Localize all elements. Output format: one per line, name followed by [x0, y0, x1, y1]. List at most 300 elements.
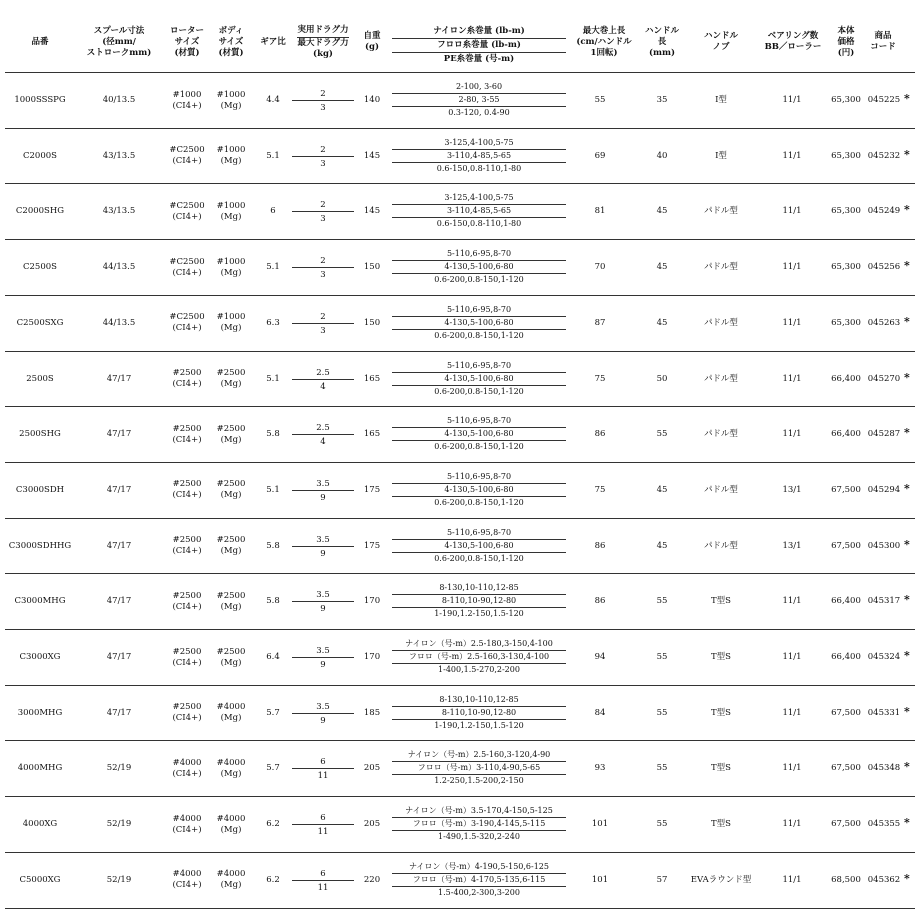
cell-line-capacity: [392, 853, 566, 908]
row-separator: [5, 908, 915, 909]
cell-weight: 205: [363, 819, 381, 830]
cell-code: 045362: [867, 874, 901, 885]
drag-divider: [292, 323, 354, 324]
cell-rotor: #C2500 (CI4+): [169, 200, 205, 222]
cell-handle-length: 45: [656, 262, 668, 273]
cell-code: 045324: [867, 652, 901, 662]
cell-model: 3000MHG: [17, 707, 63, 718]
cell-max-retrieve: 86: [594, 429, 606, 440]
cell-rotor: #C2500 (CI4+): [169, 145, 205, 167]
cell-price: 66,400: [831, 429, 861, 440]
header-rotor: ローター サイズ (材質): [169, 25, 204, 58]
cell-rotor: #C2500 (CI4+): [169, 256, 205, 278]
drag-divider: [292, 100, 354, 101]
cell-body: #1000 (Mg): [216, 312, 246, 334]
cell-line-capacity: [392, 407, 566, 462]
cell-price: 67,500: [831, 819, 861, 830]
table-row: [0, 296, 920, 351]
cell-code: 045355: [867, 819, 901, 830]
line-divider: [392, 260, 566, 261]
cell-gear: 5.1: [266, 150, 280, 161]
cell-gear: 5.1: [266, 484, 280, 495]
cell-handle-length: 40: [656, 150, 668, 161]
header-rule: [392, 52, 566, 53]
cell-max-retrieve: 86: [594, 596, 606, 607]
drag-max: 3: [320, 103, 326, 113]
cell-rotor: #2500 (CI4+): [172, 423, 202, 445]
drag-divider: [292, 713, 354, 714]
cell-line-capacity: [392, 240, 566, 295]
cell-rotor: #4000 (CI4+): [172, 757, 202, 779]
cell-price: 66,400: [831, 652, 861, 662]
drag-divider: [292, 490, 354, 491]
cell-weight: 165: [363, 429, 381, 440]
asterisk-mark: *: [904, 649, 910, 662]
cell-gear: 5.1: [266, 262, 280, 273]
cell-max-retrieve: 93: [594, 763, 606, 774]
cell-body: #2500 (Mg): [216, 479, 246, 501]
cell-max-retrieve: 94: [594, 652, 606, 662]
line-divider: [392, 440, 566, 441]
cell-spool: 40/13.5: [102, 95, 136, 105]
cell-handle-knob: I型: [715, 150, 727, 161]
cell-model: 4000MHG: [17, 763, 63, 774]
header-handle-knob: ハンドル ノブ: [703, 31, 738, 52]
header-spool: スプール寸法 (径mm/ ストロークmm): [86, 25, 152, 58]
drag-practical: 3.5: [316, 478, 330, 489]
header-handle-length: ハンドル 長 (mm): [644, 25, 679, 58]
cell-weight: 185: [363, 707, 381, 718]
cell-handle-knob: パドル型: [704, 540, 738, 551]
cell-max-retrieve: 75: [594, 373, 606, 384]
cell-handle-length: 45: [656, 317, 668, 328]
drag-max: 9: [320, 492, 326, 503]
cell-drag: [292, 797, 354, 852]
cell-price: 67,500: [831, 763, 861, 774]
cell-drag: [292, 73, 354, 128]
header-max-retrieve: 最大巻上長 (cm/ハンドル 1回転): [576, 25, 632, 58]
cell-code: 045263: [867, 317, 901, 328]
line-divider: [392, 817, 566, 818]
line-fluoro: 2-80, 3-55: [458, 95, 500, 104]
cell-handle-knob: T型S: [711, 652, 731, 662]
cell-drag: [292, 630, 354, 685]
cell-model: C3000SDH: [15, 484, 65, 495]
line-nylon: ナイロン（号-m）3.5-170,4-150,5-125: [405, 806, 553, 816]
line-nylon: 5-110,6-95,8-70: [446, 416, 512, 426]
line-nylon: ナイロン（号-m）4-190,5-150,6-125: [408, 861, 549, 871]
cell-bearings: 11/1: [782, 206, 802, 217]
cell-handle-length: 45: [656, 484, 668, 495]
cell-price: 65,300: [831, 317, 861, 328]
line-divider: [392, 149, 566, 150]
cell-handle-length: 55: [656, 652, 668, 662]
cell-weight: 150: [363, 317, 381, 328]
cell-rotor: #2500 (CI4+): [172, 535, 202, 557]
cell-gear: 6.2: [266, 874, 280, 885]
cell-bearings: 11/1: [782, 596, 802, 607]
line-nylon: 5-110,6-95,8-70: [446, 527, 512, 537]
cell-gear: 6.2: [266, 819, 280, 830]
drag-max: 9: [320, 715, 326, 726]
cell-handle-length: 50: [656, 373, 668, 384]
line-pe: 1-400,1.5-270,2-200: [438, 665, 520, 674]
cell-code: 045348: [867, 763, 901, 774]
cell-gear: 5.7: [266, 763, 280, 774]
cell-rotor: #4000 (CI4+): [172, 869, 202, 891]
line-divider: [392, 329, 566, 330]
cell-line-capacity: [392, 296, 566, 351]
drag-practical: 6: [320, 868, 326, 879]
line-pe: 0.6-200,0.8-150,1-120: [434, 275, 524, 285]
drag-practical: 2: [320, 256, 326, 267]
cell-line-capacity: [392, 797, 566, 852]
cell-drag: [292, 574, 354, 629]
cell-rotor: #2500 (CI4+): [172, 479, 202, 501]
table-row: [0, 463, 920, 518]
cell-body: #1000 (Mg): [216, 145, 246, 167]
cell-body: #1000 (Mg): [216, 256, 246, 278]
drag-practical: 2.5: [316, 423, 330, 434]
drag-practical: 2: [320, 89, 326, 99]
asterisk-mark: *: [904, 816, 910, 830]
cell-drag: [292, 184, 354, 239]
cell-model: C2500S: [23, 262, 57, 273]
cell-price: 66,400: [831, 596, 861, 607]
cell-rotor: #2500 (CI4+): [172, 590, 202, 612]
line-pe: 0.6-200,0.8-150,1-120: [434, 386, 524, 396]
cell-body: #1000 (Mg): [216, 89, 246, 111]
cell-spool: 52/19: [106, 763, 132, 774]
line-divider: [392, 650, 566, 651]
header-code: 商品 コード: [870, 31, 896, 52]
cell-model: C3000XG: [19, 652, 61, 662]
cell-bearings: 13/1: [782, 484, 802, 495]
header-body: ボディ サイズ (材質): [218, 25, 244, 58]
header-price: 本体 価格 (円): [837, 25, 855, 58]
cell-body: #1000 (Mg): [216, 200, 246, 222]
line-divider: [392, 663, 566, 664]
asterisk-mark: *: [904, 147, 910, 161]
cell-drag: [292, 519, 354, 574]
line-fluoro: フロロ（号-m）3-190,4-145,5-115: [412, 819, 546, 829]
line-divider: [392, 774, 566, 775]
cell-spool: 47/17: [106, 652, 132, 662]
cell-body: #2500 (Mg): [216, 423, 246, 445]
cell-bearings: 11/1: [782, 707, 802, 718]
line-pe: 1.2-250,1.5-200,2-150: [434, 776, 524, 786]
table-row: [0, 184, 920, 239]
asterisk-mark: *: [904, 314, 910, 328]
line-pe: 1.5-400,2-300,3-200: [438, 887, 520, 897]
cell-drag: [292, 686, 354, 741]
line-divider: [392, 217, 566, 218]
table-row: [0, 129, 920, 184]
line-divider: [392, 607, 566, 608]
drag-max: 9: [320, 548, 326, 559]
table-row: [0, 519, 920, 574]
drag-divider: [292, 880, 354, 881]
drag-practical: 2: [320, 200, 326, 211]
cell-price: 67,500: [831, 540, 861, 551]
line-nylon: 3-125,4-100,5-75: [444, 137, 514, 147]
cell-spool: 47/17: [106, 429, 132, 440]
drag-max: 3: [320, 325, 326, 336]
drag-practical: 2: [320, 311, 326, 322]
cell-line-capacity: [392, 519, 566, 574]
cell-max-retrieve: 75: [594, 484, 606, 495]
line-pe: 0.6-200,0.8-150,1-120: [434, 330, 524, 340]
cell-drag: [292, 296, 354, 351]
line-nylon: 5-110,6-95,8-70: [446, 360, 512, 370]
line-fluoro: 8-110,10-90,12-80: [441, 707, 517, 717]
cell-weight: 175: [363, 540, 381, 551]
cell-gear: 5.8: [266, 540, 280, 551]
cell-bearings: 11/1: [782, 373, 802, 384]
cell-weight: 145: [363, 206, 381, 217]
cell-code: 045249: [867, 206, 901, 217]
cell-gear: 5.8: [266, 596, 280, 607]
line-nylon: 2-100, 3-60: [455, 82, 503, 91]
line-divider: [392, 273, 566, 274]
drag-practical: 6: [320, 757, 326, 768]
cell-handle-knob: T型S: [711, 707, 731, 718]
cell-bearings: 11/1: [782, 317, 802, 328]
cell-handle-length: 55: [656, 819, 668, 830]
cell-drag: [292, 129, 354, 184]
drag-max: 3: [320, 214, 326, 225]
cell-gear: 6: [270, 206, 276, 217]
line-divider: [392, 316, 566, 317]
table-row: [0, 574, 920, 629]
drag-divider: [292, 768, 354, 769]
cell-spool: 47/17: [106, 596, 132, 607]
cell-weight: 140: [363, 95, 381, 105]
line-pe: 1-490,1.5-320,2-240: [438, 832, 520, 842]
line-divider: [392, 427, 566, 428]
asterisk-mark: *: [904, 92, 910, 105]
cell-spool: 44/13.5: [102, 262, 136, 273]
line-fluoro: 4-130,5-100,6-80: [444, 317, 514, 327]
drag-divider: [292, 211, 354, 212]
header-line-pe: PE糸巻量 (号-m): [443, 54, 515, 64]
cell-price: 68,500: [831, 874, 861, 885]
cell-line-capacity: [392, 686, 566, 741]
cell-code: 045300: [867, 540, 901, 551]
line-divider: [392, 719, 566, 720]
cell-model: C3000MHG: [14, 596, 66, 607]
cell-line-capacity: [392, 184, 566, 239]
cell-handle-knob: パドル型: [704, 206, 738, 217]
line-divider: [392, 496, 566, 497]
cell-line-capacity: [392, 129, 566, 184]
line-pe: 0.6-200,0.8-150,1-120: [434, 442, 524, 452]
cell-price: 66,400: [831, 373, 861, 384]
cell-max-retrieve: 81: [594, 206, 606, 217]
drag-max: 11: [317, 827, 329, 838]
cell-handle-knob: パドル型: [704, 373, 738, 384]
cell-max-retrieve: 70: [594, 262, 606, 273]
drag-max: 11: [317, 771, 329, 782]
cell-rotor: #C2500 (CI4+): [169, 312, 205, 334]
line-nylon: 8-130,10-110,12-85: [439, 583, 519, 593]
cell-model: C2000S: [23, 150, 57, 161]
header-line-nylon: ナイロン糸巻量 (lb-m): [433, 26, 525, 36]
line-pe: 0.6-150,0.8-110,1-80: [436, 163, 522, 173]
line-divider: [392, 594, 566, 595]
line-nylon: 5-110,6-95,8-70: [446, 471, 512, 481]
cell-bearings: 11/1: [782, 763, 802, 774]
asterisk-mark: *: [904, 481, 910, 495]
cell-price: 65,300: [831, 95, 861, 105]
cell-line-capacity: [392, 352, 566, 407]
cell-body: #4000 (Mg): [216, 757, 246, 779]
cell-max-retrieve: 86: [594, 540, 606, 551]
line-divider: [392, 385, 566, 386]
drag-divider: [292, 156, 354, 157]
cell-handle-length: 55: [656, 596, 668, 607]
cell-line-capacity: [392, 574, 566, 629]
cell-body: #4000 (Mg): [216, 702, 246, 724]
cell-rotor: #2500 (CI4+): [172, 368, 202, 389]
cell-model: 1000SSSPG: [14, 95, 66, 105]
drag-practical: 3.5: [316, 701, 330, 712]
cell-spool: 47/17: [106, 373, 132, 384]
cell-gear: 6.3: [266, 317, 280, 328]
cell-spool: 43/13.5: [102, 206, 136, 217]
drag-max: 4: [320, 381, 326, 392]
line-divider: [392, 830, 566, 831]
line-pe: 1-190,1.2-150,1.5-120: [434, 720, 524, 730]
cell-rotor: #2500 (CI4+): [172, 702, 202, 724]
line-nylon: 5-110,6-95,8-70: [446, 304, 512, 314]
drag-divider: [292, 657, 354, 658]
line-fluoro: 4-130,5-100,6-80: [444, 540, 514, 550]
asterisk-mark: *: [904, 426, 910, 440]
cell-spool: 47/17: [106, 484, 132, 495]
cell-gear: 5.1: [266, 373, 280, 384]
cell-line-capacity: [392, 463, 566, 518]
cell-bearings: 11/1: [782, 819, 802, 830]
asterisk-mark: *: [904, 537, 910, 551]
cell-rotor: #2500 (CI4+): [172, 646, 202, 668]
line-nylon: 5-110,6-95,8-70: [446, 249, 512, 259]
cell-max-retrieve: 55: [594, 95, 606, 105]
table-row: [0, 407, 920, 462]
cell-code: 045294: [867, 484, 901, 495]
cell-handle-knob: パドル型: [704, 429, 738, 440]
cell-model: C3000SDHHG: [8, 540, 72, 551]
drag-divider: [292, 824, 354, 825]
header-rule: [392, 38, 566, 39]
asterisk-mark: *: [904, 203, 910, 217]
cell-handle-length: 45: [656, 206, 668, 217]
drag-max: 9: [320, 660, 326, 670]
cell-drag: [292, 741, 354, 796]
cell-model: C2500SXG: [16, 317, 64, 328]
cell-price: 65,300: [831, 150, 861, 161]
cell-body: #2500 (Mg): [216, 368, 246, 389]
table-row: [0, 73, 920, 128]
header-line-fluoro: フロロ糸巻量 (lb-m): [437, 40, 521, 50]
line-divider: [392, 539, 566, 540]
cell-rotor: #4000 (CI4+): [172, 813, 202, 835]
asterisk-mark: *: [904, 593, 910, 607]
cell-handle-knob: T型S: [711, 596, 731, 607]
cell-handle-length: 55: [656, 707, 668, 718]
cell-weight: 150: [363, 262, 381, 273]
line-fluoro: 8-110,10-90,12-80: [441, 596, 517, 606]
cell-rotor: #1000 (CI4+): [172, 89, 202, 111]
cell-gear: 5.7: [266, 707, 280, 718]
line-fluoro: 4-130,5-100,6-80: [444, 429, 514, 439]
cell-price: 65,300: [831, 262, 861, 273]
drag-divider: [292, 601, 354, 602]
header-line-capacity: [392, 14, 566, 70]
cell-weight: 145: [363, 150, 381, 161]
table-header: [0, 14, 920, 70]
cell-code: 045287: [867, 429, 901, 440]
line-fluoro: 4-130,5-100,6-80: [444, 484, 514, 494]
drag-practical: 3.5: [316, 646, 330, 656]
cell-code: 045317: [867, 596, 901, 607]
line-nylon: 8-130,10-110,12-85: [439, 694, 519, 704]
cell-code: 045225: [867, 95, 901, 105]
table-row: [0, 240, 920, 295]
cell-body: #2500 (Mg): [216, 535, 246, 557]
cell-bearings: 11/1: [782, 262, 802, 273]
drag-practical: 3.5: [316, 534, 330, 545]
cell-drag: [292, 463, 354, 518]
line-pe: 0.6-200,0.8-150,1-120: [434, 497, 524, 507]
cell-weight: 170: [363, 652, 381, 662]
line-nylon: ナイロン（号-m）2.5-160,3-120,4-90: [407, 750, 551, 760]
line-fluoro: フロロ（号-m）2.5-160,3-130,4-100: [408, 652, 550, 661]
cell-weight: 205: [363, 763, 381, 774]
line-fluoro: 3-110,4-85,5-65: [446, 150, 512, 160]
cell-bearings: 11/1: [782, 652, 802, 662]
line-divider: [392, 204, 566, 205]
line-fluoro: フロロ（号-m）4-170,5-135,6-115: [412, 874, 546, 884]
header-gear: ギア比: [260, 36, 286, 47]
cell-body: #4000 (Mg): [216, 869, 246, 891]
asterisk-mark: *: [904, 871, 910, 885]
drag-max: 9: [320, 604, 326, 615]
cell-code: 045232: [867, 150, 901, 161]
header-bearings: ベアリング数 BB／ローラー: [764, 31, 822, 52]
drag-practical: 2: [320, 144, 326, 155]
asterisk-mark: *: [904, 370, 910, 384]
line-fluoro: 4-130,5-100,6-80: [444, 262, 514, 272]
cell-gear: 4.4: [266, 95, 280, 105]
cell-line-capacity: [392, 741, 566, 796]
table-row: [0, 853, 920, 908]
line-divider: [392, 552, 566, 553]
line-fluoro: 4-130,5-100,6-80: [444, 373, 514, 383]
cell-handle-length: 35: [656, 95, 668, 105]
cell-price: 67,500: [831, 484, 861, 495]
table-row: [0, 797, 920, 852]
asterisk-mark: *: [904, 704, 910, 718]
cell-bearings: 11/1: [782, 150, 802, 161]
cell-spool: 47/17: [106, 540, 132, 551]
cell-model: 2500SHG: [19, 429, 61, 440]
line-fluoro: フロロ（号-m）3-110,4-90,5-65: [417, 763, 541, 773]
cell-handle-knob: パドル型: [704, 484, 738, 495]
drag-max: 11: [317, 882, 329, 893]
line-divider: [392, 106, 566, 107]
cell-max-retrieve: 101: [591, 819, 609, 830]
